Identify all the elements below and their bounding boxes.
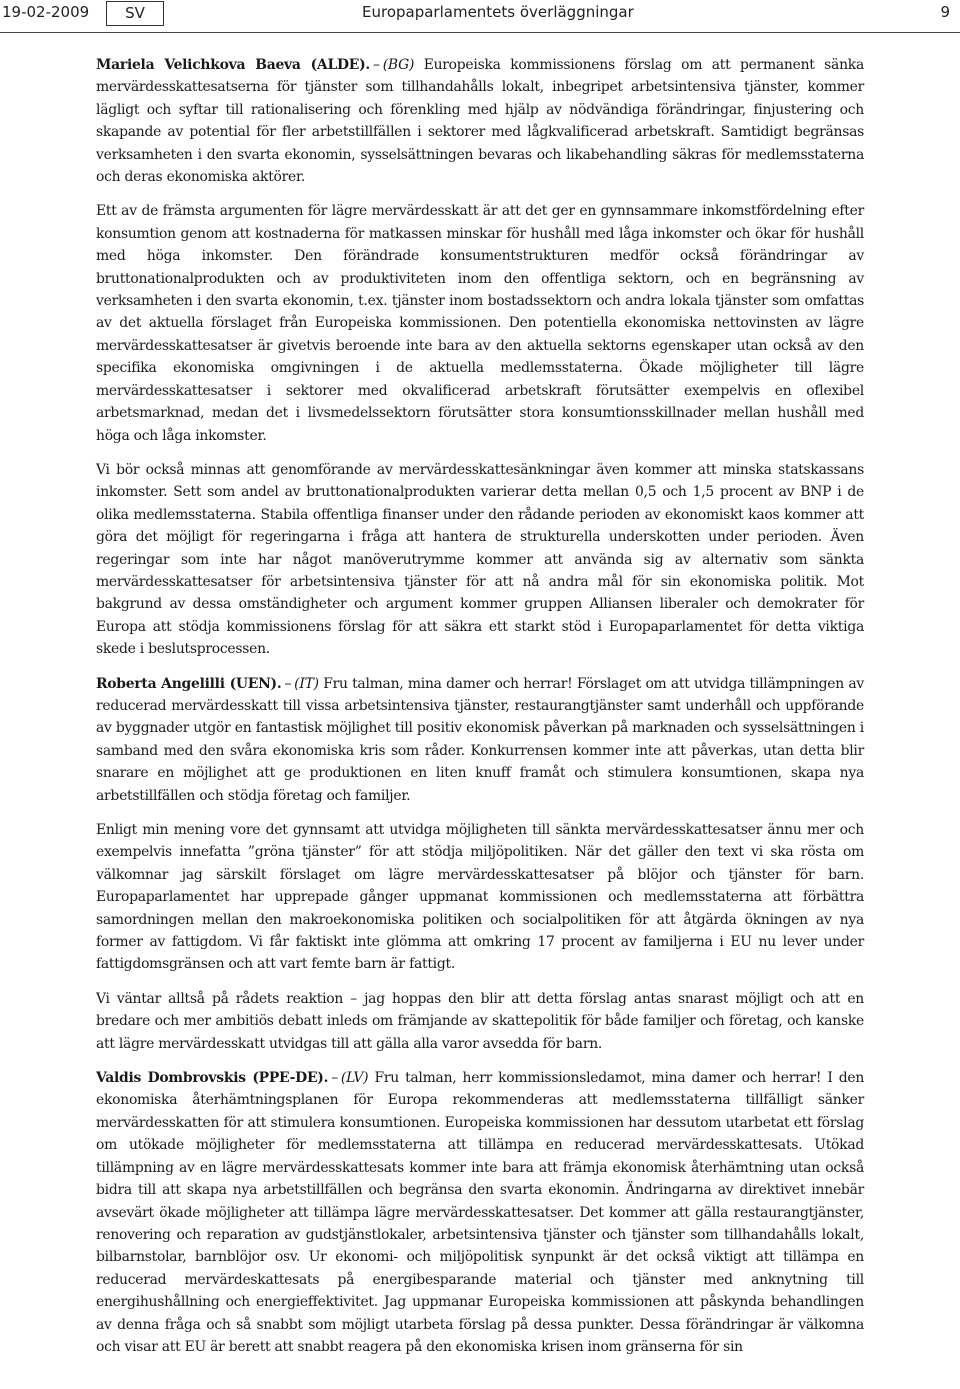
- paragraph-4: [96, 673, 864, 807]
- paragraph-text: Europeiska kommissionens förslag om att permanent sänka mervärdesskattesatserna för tjänster som tillhandahålls lokalt, inbegripet arbetsintensiva tjänster, kommer lägligt och syftar till rationalisering och förenkling med hjälp av nödvändiga förändringar, finjustering och skapande av potential för fler arbetstillfällen i sektorer med lågkvalificerad arbetskraft. Samtidigt begränsas verksamheten i den svarta ekonomin, sysselsättningen bevaras och likabehandling säkras för medlemsstaterna och deras ekonomiska aktörer.: [96, 57, 864, 186]
- header-divider: [0, 32, 960, 33]
- header-date: 19-02-2009: [2, 3, 90, 21]
- paragraph-text: Enligt min mening vore det gynnsamt att utvidga möjligheten till sänkta mervärdesskattesatser ännu mer och exempelvis innefatta ”gröna tjänster” för att stödja miljöpolitiken. När det gäller den text vi ska rösta om välkomnar jag särskilt förslaget om lägre mervärdesskattesatser på blöjor och tjänster för barn. Europaparlamentet har upprepade gånger uppmanat kommissionen och medlemsstaterna att förbättra samordningen mellan den makroekonomiska politiken och socialpolitiken för att åtgärda ökningen av nya former av fattigdom. Vi får faktiskt inte glömma att omkring 17 procent av familjerna i EU nu lever under fattigdomsgränsen och att vart femte barn är fattigt.: [96, 822, 864, 973]
- paragraph-text: Fru talman, herr kommissionsledamot, mina damer och herrar! I den ekonomiska återhämtningsplanen för Europa rekommenderas att medlemsstaterna tillfälligt sänker mervärdesskatten för att stimulera konsumtionen. Europeiska kommissionen har dessutom utarbetat ett förslag om utökade möjligheter för medlemsstaterna att tillämpa en reducerad mervärdesskattesats. Utökad tillämpning av en lägre mervärdesskattesats kommer inte bara att främja ekonomisk återhämtning utan också bidra till att skapa nya arbetstillfällen och begränsa den svarta ekonomin. Ändringarna av direktivet innebär avsevärt ökade möjligheter att tillämpa lägre mervärdesskattesatser. Det kommer att gälla restaurangtjänster, renovering och reparation av gudstjänstlokaler, arbetsintensiva tjänster och tjänster som tillhandahålls lokalt, bilbarnstolar, barnblöjor osv. Ur ekonomi- och miljöpolitisk synpunkt är det också viktigt att tillämpa en reducerad mervärdeskattesats på energibesparande material och tjänster med anknytning till energihushållning och energieffektivitet. Jag uppmanar Europeiska kommissionen att påskynda behandlingen av denna fråga och så snabbt som möjligt utarbeta förslag på dessa punkter. Dessa förändringar är välkomna och visar att EU är berett att snabbt reagera på den ekonomiska krisen inom gränserna för sin: [96, 1070, 865, 1355]
- dash: –: [284, 675, 292, 692]
- paragraph-3: [96, 459, 864, 661]
- paragraph-2: [96, 200, 864, 446]
- language-code: (LV): [340, 1070, 369, 1087]
- paragraph-text: Ett av de främsta argumenten för lägre mervärdesskatt är att det ger en gynnsammare inkomstfördelning efter konsumtion genom att kostnaderna för matkassen minskar för hushåll med låga inkomster och ökar för hushåll med höga inkomster. Den förändrade konsumentstrukturen medför också förändringar av bruttonationalprodukten och av produktiviteten inom den offentliga sektorn, och en begränsning av verksamheten i den svarta ekonomin, t.ex. tjänster inom bostadssektorn och andra lokala tjänster som omfattas av det aktuella förslaget från Europeiska kommissionen. Den potentiella ekonomiska nettovinsten av lägre mervärdesskattesatser är givetvis beroende inte bara av den aktuella sektorns egenskaper utan också av den specifika ekonomiska omgivningen i de aktuella medlemsstaterna. Ökade möjligheter till lägre mervärdesskattesatser i sektorer med okvalificerad arbetskraft förutsätter exempelvis en oflexibel arbetsmarknad, medan det i livsmedelssektorn förutsätter stora konsumtionsskillnader mellan hushåll med höga och låga inkomster.: [96, 203, 864, 444]
- document-body: [96, 54, 864, 1370]
- paragraph-text: Vi väntar alltså på rådets reaktion – jag hoppas den blir att detta förslag antas snarast möjligt och att en bredare och mer ambitiös debatt inleds om främjande av skattepolitik för både familjer och företag, och kanske att lägre mervärdesskatt utvidgas till att gälla alla varor avsedda för barn.: [96, 990, 864, 1052]
- speaker-name: Mariela Velichkova Baeva (ALDE).: [96, 57, 371, 73]
- paragraph-7: [96, 1067, 864, 1358]
- page-number: 9: [940, 3, 950, 21]
- paragraph-1: [96, 54, 864, 188]
- paragraph-5: [96, 819, 864, 976]
- language-code: (BG): [382, 57, 415, 73]
- paragraph-text: Vi bör också minnas att genomförande av mervärdesskattesänkningar även kommer att minska statskassans inkomster. Sett som andel av bruttonationalprodukten varierar detta mellan 0,5 och 1,5 procent av BNP i de olika medlemsstaterna. Stabila offentliga finanser under den rådande perioden av ekonomiskt kaos kommer att göra det möjligt för regeringarna i fråga att hantera de strukturella underskotten under perioden. Även regeringar som inte har något manöverutrymme kommer att använda sig av alternativ som sänkta mervärdesskattesatser för arbetsintensiva tjänster för att nå andra mål för sin ekonomiska politik. Mot bakgrund av dessa omständigheter och argument kommer gruppen Alliansen liberaler och demokrater för Europa att stödja kommissionens förslag för att säkra ett starkt stöd i Europaparlamentet för detta viktiga skede i beslutsprocessen.: [96, 461, 864, 658]
- dash: –: [373, 57, 380, 73]
- language-badge: SV: [106, 1, 164, 26]
- language-code: (IT): [294, 675, 319, 692]
- paragraph-6: [96, 988, 864, 1055]
- speaker-name: Roberta Angelilli (UEN).: [96, 675, 282, 692]
- speaker-name: Valdis Dombrovskis (PPE-DE).: [96, 1070, 329, 1087]
- dash: –: [331, 1070, 338, 1087]
- page-header: [0, 0, 960, 28]
- header-title: Europaparlamentets överläggningar: [362, 3, 634, 21]
- paragraph-text: Fru talman, mina damer och herrar! Förslaget om att utvidga tillämpningen av reducerad mervärdesskatt till vissa arbetsintensiva tjänster, restaurangtjänster samt underhåll och uppförande av byggnader utgör en fantastisk möjlighet till positiv ekonomisk påverkan på marknaden och sysselsättningen i samband med den svåra ekonomiska kris som råder. Konkurrensen kommer inte att påverkas, utan detta blir snarare en möjlighet att ge produktionen en liten knuff framåt och stimulera konsumtionen, skapa nya arbetstillfällen och stödja företag och familjer.: [96, 675, 864, 804]
